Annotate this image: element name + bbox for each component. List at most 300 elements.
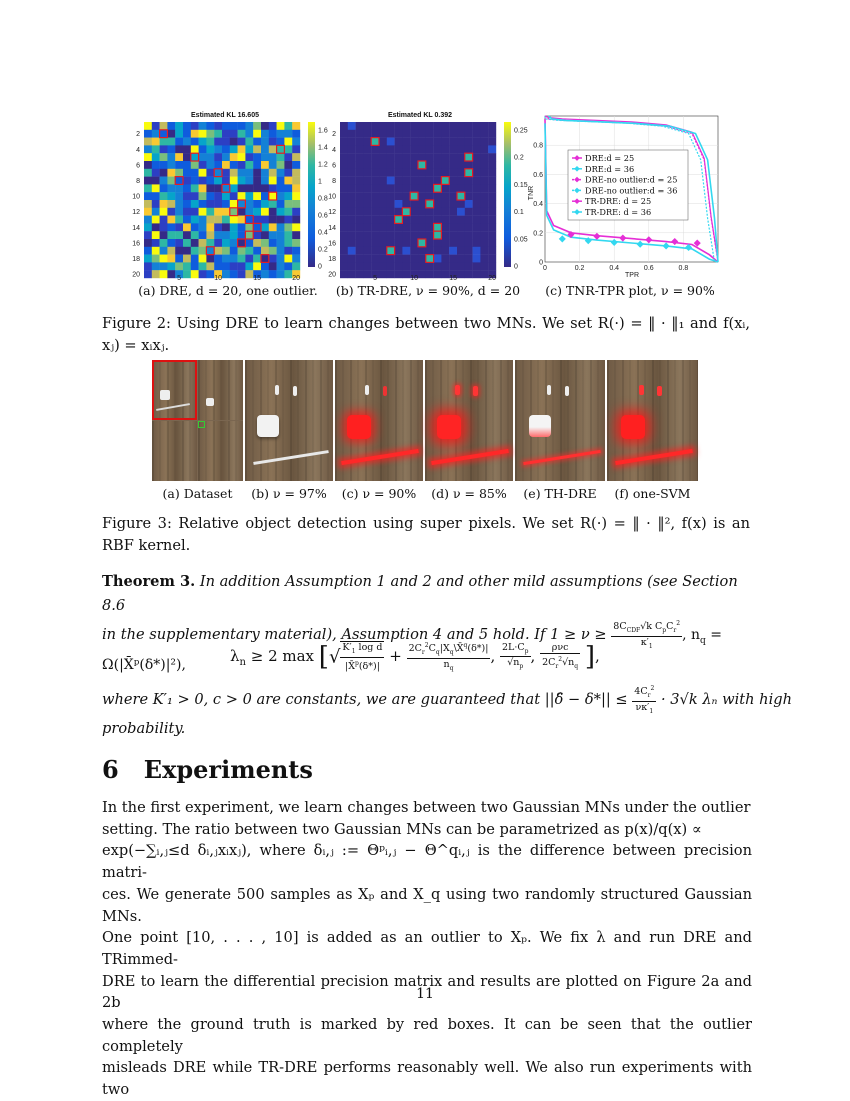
heatmap-cell bbox=[426, 270, 434, 278]
heatmap-cell bbox=[387, 208, 395, 216]
heatmap-cell bbox=[277, 130, 285, 138]
theorem-line-6: probability. bbox=[102, 719, 186, 737]
heatmap-cell bbox=[371, 262, 379, 270]
heatmap-cell bbox=[371, 208, 379, 216]
heatmap-cell bbox=[441, 192, 449, 200]
heatmap-cell bbox=[175, 184, 183, 192]
heatmap-cell bbox=[488, 138, 496, 146]
heatmap-cell bbox=[245, 177, 253, 185]
heatmap-cell bbox=[206, 208, 214, 216]
heatmap-cell bbox=[371, 247, 379, 255]
heatmap-cell bbox=[371, 200, 379, 208]
heatmap-cell bbox=[269, 130, 277, 138]
heatmap-cell bbox=[152, 177, 160, 185]
heatmap-cell bbox=[214, 153, 222, 161]
heatmap-cell bbox=[348, 122, 356, 130]
y-tick-label: 16 bbox=[132, 240, 140, 248]
heatmap-cell bbox=[426, 169, 434, 177]
heatmap-cell bbox=[488, 184, 496, 192]
heatmap-a-yticks bbox=[132, 131, 140, 278]
heatmap-cell bbox=[340, 231, 348, 239]
heatmap-cell bbox=[269, 223, 277, 231]
heatmap-cell bbox=[222, 216, 230, 224]
heatmap-cell bbox=[418, 192, 426, 200]
ground-truth-box bbox=[434, 231, 442, 239]
heatmap-cell bbox=[222, 130, 230, 138]
heatmap-cell bbox=[418, 145, 426, 153]
heatmap-cell bbox=[348, 208, 356, 216]
theorem-line-1: In addition Assumption 1 and 2 and other mild assumptions (see Section 8.6 bbox=[102, 573, 738, 614]
heatmap-cell bbox=[410, 122, 418, 130]
heatmap-cell bbox=[457, 208, 465, 216]
heatmap-cell bbox=[348, 192, 356, 200]
heatmap-cell bbox=[284, 192, 292, 200]
heatmap-cell bbox=[269, 145, 277, 153]
y-tick-label: 0.6 bbox=[533, 171, 543, 179]
heatmap-cell bbox=[214, 216, 222, 224]
heatmap-cell bbox=[363, 216, 371, 224]
heatmap-cell bbox=[206, 161, 214, 169]
heatmap-cell bbox=[167, 161, 175, 169]
heatmap-cell bbox=[152, 184, 160, 192]
heatmap-cell bbox=[348, 262, 356, 270]
heatmap-cell bbox=[277, 184, 285, 192]
heatmap-cell bbox=[465, 184, 473, 192]
fig3-subcaption-a: (a) Dataset bbox=[162, 486, 233, 501]
heatmap-cell bbox=[340, 122, 348, 130]
heatmap-cell bbox=[465, 122, 473, 130]
heatmap-cell bbox=[441, 223, 449, 231]
heatmap-cell bbox=[395, 208, 403, 216]
heatmap-cell bbox=[191, 138, 199, 146]
heatmap-cell bbox=[199, 184, 207, 192]
heatmap-cell bbox=[253, 262, 261, 270]
heatmap-cell bbox=[348, 270, 356, 278]
heatmap-cell bbox=[245, 270, 253, 278]
heatmap-cell bbox=[167, 122, 175, 130]
heatmap-cell bbox=[284, 223, 292, 231]
heatmap-cell bbox=[402, 255, 410, 263]
heatmap-cell bbox=[473, 247, 481, 255]
heatmap-cell bbox=[473, 239, 481, 247]
heatmap-cell bbox=[206, 216, 214, 224]
x-tick-label: 5 bbox=[177, 275, 182, 282]
ground-truth-box bbox=[387, 247, 395, 255]
colorbar-tick: 0.4 bbox=[318, 229, 328, 237]
heatmap-cell bbox=[199, 138, 207, 146]
heatmap-cell bbox=[426, 122, 434, 130]
legend-label: DRE-no outlier:d = 25 bbox=[585, 174, 678, 185]
heatmap-cell bbox=[457, 239, 465, 247]
heatmap-cell bbox=[379, 216, 387, 224]
heatmap-cell bbox=[245, 161, 253, 169]
heatmap-cell bbox=[144, 270, 152, 278]
heatmap-cell bbox=[214, 130, 222, 138]
heatmap-cell bbox=[441, 231, 449, 239]
heatmap-cell bbox=[167, 208, 175, 216]
heatmap-cell bbox=[441, 145, 449, 153]
heatmap-cell bbox=[152, 270, 160, 278]
heatmap-cell bbox=[206, 192, 214, 200]
heatmap-cell bbox=[152, 262, 160, 270]
heatmap-cell bbox=[371, 231, 379, 239]
x-tick-label: 0.2 bbox=[574, 265, 585, 272]
heatmap-cell bbox=[387, 270, 395, 278]
heatmap-cell bbox=[253, 200, 261, 208]
heatmap-cell bbox=[230, 161, 238, 169]
heatmap-cell bbox=[261, 192, 269, 200]
x-tick-label: 15 bbox=[449, 275, 457, 282]
heatmap-cell bbox=[379, 138, 387, 146]
heatmap-cell bbox=[152, 161, 160, 169]
heatmap-cell bbox=[245, 138, 253, 146]
heatmap-cell bbox=[348, 161, 356, 169]
fig3-subcaption-b: (b) ν = 97% bbox=[251, 486, 327, 501]
heatmap-cell bbox=[160, 262, 168, 270]
heatmap-cell bbox=[379, 192, 387, 200]
heatmap-cell bbox=[277, 270, 285, 278]
heatmap-cell bbox=[363, 262, 371, 270]
heatmap-cell bbox=[160, 138, 168, 146]
heatmap-cell bbox=[261, 177, 269, 185]
heatmap-cell bbox=[253, 138, 261, 146]
heatmap-cell bbox=[340, 223, 348, 231]
heatmap-cell bbox=[160, 177, 168, 185]
heatmap-cell bbox=[230, 262, 238, 270]
heatmap-cell bbox=[144, 161, 152, 169]
heatmap-cell bbox=[371, 153, 379, 161]
heatmap-cell bbox=[152, 130, 160, 138]
heatmap-cell bbox=[183, 208, 191, 216]
heatmap-cell bbox=[371, 239, 379, 247]
heatmap-cell bbox=[175, 208, 183, 216]
heatmap-cell bbox=[269, 255, 277, 263]
heatmap-cell bbox=[269, 208, 277, 216]
heatmap-cell bbox=[199, 231, 207, 239]
heatmap-cell bbox=[222, 153, 230, 161]
heatmap-cell bbox=[356, 145, 364, 153]
y-tick-label: 2 bbox=[332, 131, 336, 139]
heatmap-cell bbox=[261, 239, 269, 247]
heatmap-cell bbox=[261, 223, 269, 231]
heatmap-cell bbox=[292, 255, 300, 263]
heatmap-cell bbox=[449, 247, 457, 255]
heatmap-cell bbox=[418, 255, 426, 263]
heatmap-cell bbox=[371, 192, 379, 200]
heatmap-cell bbox=[214, 138, 222, 146]
heatmap-cell bbox=[269, 153, 277, 161]
heatmap-cell bbox=[441, 262, 449, 270]
heatmap-cell bbox=[245, 122, 253, 130]
heatmap-cell bbox=[144, 262, 152, 270]
heatmap-cell bbox=[175, 216, 183, 224]
heatmap-cell bbox=[480, 270, 488, 278]
heatmap-cell bbox=[152, 223, 160, 231]
heatmap-cell bbox=[191, 270, 199, 278]
heatmap-cell bbox=[410, 153, 418, 161]
colorbar-tick: 1.6 bbox=[318, 127, 328, 135]
heatmap-cell bbox=[395, 138, 403, 146]
heatmap-cell bbox=[144, 169, 152, 177]
heatmap-cell bbox=[387, 262, 395, 270]
heatmap-cell bbox=[441, 247, 449, 255]
heatmap-cell bbox=[426, 130, 434, 138]
heatmap-cell bbox=[356, 255, 364, 263]
heatmap-cell bbox=[238, 138, 246, 146]
heatmap-cell bbox=[191, 239, 199, 247]
paragraph-line-1: In the first experiment, we learn changes between two Gaussian MNs under the outlier bbox=[102, 799, 751, 816]
heatmap-cell bbox=[387, 200, 395, 208]
x-tick-label: 20 bbox=[488, 275, 496, 282]
heatmap-cell bbox=[387, 192, 395, 200]
heatmap-cell bbox=[379, 208, 387, 216]
ground-truth-box bbox=[465, 169, 473, 177]
heatmap-cell bbox=[167, 153, 175, 161]
heatmap-cell bbox=[371, 122, 379, 130]
fig2-subcaption-b: (b) TR-DRE, ν = 90%, d = 20 bbox=[335, 283, 521, 298]
heatmap-cell bbox=[348, 153, 356, 161]
heatmap-cell bbox=[191, 200, 199, 208]
heatmap-cell bbox=[348, 223, 356, 231]
heatmap-cell bbox=[152, 231, 160, 239]
heatmap-cell bbox=[402, 247, 410, 255]
heatmap-cell bbox=[480, 247, 488, 255]
ground-truth-box bbox=[434, 223, 442, 231]
heatmap-cell bbox=[402, 122, 410, 130]
heatmap-cell bbox=[348, 247, 356, 255]
colorbar-tick: 0.25 bbox=[514, 127, 528, 135]
heatmap-cell bbox=[199, 192, 207, 200]
heatmap-cell bbox=[167, 169, 175, 177]
heatmap-cell bbox=[230, 153, 238, 161]
heatmap-cell bbox=[277, 231, 285, 239]
heatmap-cell bbox=[222, 138, 230, 146]
heatmap-cell bbox=[206, 122, 214, 130]
heatmap-cell bbox=[465, 177, 473, 185]
heatmap-cell bbox=[284, 270, 292, 278]
heatmap-cell bbox=[473, 184, 481, 192]
heatmap-cell bbox=[465, 161, 473, 169]
heatmap-cell bbox=[230, 231, 238, 239]
heatmap-cell bbox=[245, 145, 253, 153]
heatmap-cell bbox=[449, 145, 457, 153]
heatmap-cell bbox=[402, 231, 410, 239]
heatmap-cell bbox=[402, 138, 410, 146]
heatmap-cell bbox=[261, 255, 269, 263]
heatmap-cell bbox=[284, 247, 292, 255]
heatmap-cell bbox=[426, 192, 434, 200]
heatmap-cell bbox=[371, 169, 379, 177]
colorbar-tick: 0.6 bbox=[318, 212, 328, 220]
heatmap-cell bbox=[363, 239, 371, 247]
heatmap-cell bbox=[480, 177, 488, 185]
heatmap-cell bbox=[144, 177, 152, 185]
heatmap-cell bbox=[253, 216, 261, 224]
legend-label: DRE:d = 36 bbox=[585, 163, 635, 174]
heatmap-cell bbox=[488, 122, 496, 130]
heatmap-cell bbox=[441, 216, 449, 224]
heatmap-cell bbox=[488, 231, 496, 239]
heatmap-cell bbox=[214, 255, 222, 263]
heatmap-cell bbox=[191, 247, 199, 255]
heatmap-cell bbox=[340, 177, 348, 185]
heatmap-cell bbox=[191, 161, 199, 169]
heatmap-cell bbox=[356, 169, 364, 177]
heatmap-cell bbox=[175, 239, 183, 247]
theorem-label: Theorem 3. bbox=[102, 573, 196, 590]
y-tick-label: 16 bbox=[328, 240, 336, 248]
heatmap-cell bbox=[402, 223, 410, 231]
heatmap-cell bbox=[253, 169, 261, 177]
heatmap-cell bbox=[175, 122, 183, 130]
colorbar-tick: 1.2 bbox=[318, 161, 328, 169]
heatmap-cell bbox=[292, 192, 300, 200]
heatmap-cell bbox=[144, 145, 152, 153]
heatmap-cell bbox=[261, 208, 269, 216]
heatmap-cell bbox=[269, 169, 277, 177]
heatmap-cell bbox=[371, 216, 379, 224]
heatmap-cell bbox=[465, 255, 473, 263]
heatmap-cell bbox=[356, 138, 364, 146]
heatmap-cell bbox=[363, 208, 371, 216]
heatmap-cell bbox=[238, 216, 246, 224]
heatmap-cell bbox=[269, 200, 277, 208]
heatmap-cell bbox=[230, 145, 238, 153]
heatmap-cell bbox=[426, 223, 434, 231]
heatmap-cell bbox=[402, 239, 410, 247]
heatmap-cell bbox=[152, 138, 160, 146]
heatmap-cell bbox=[183, 122, 191, 130]
heatmap-cell bbox=[269, 262, 277, 270]
heatmap-cell bbox=[253, 122, 261, 130]
ground-truth-box bbox=[441, 177, 449, 185]
heatmap-cell bbox=[230, 255, 238, 263]
heatmap-cell bbox=[222, 270, 230, 278]
heatmap-cell bbox=[238, 208, 246, 216]
heatmap-cell bbox=[480, 223, 488, 231]
heatmap-cell bbox=[191, 223, 199, 231]
heatmap-cell bbox=[395, 130, 403, 138]
heatmap-cell bbox=[152, 192, 160, 200]
y-tick-label: 12 bbox=[328, 209, 336, 217]
heatmap-cell bbox=[261, 231, 269, 239]
section-heading bbox=[102, 755, 313, 784]
heatmap-cell bbox=[144, 138, 152, 146]
heatmap-cell bbox=[245, 130, 253, 138]
heatmap-cell bbox=[434, 200, 442, 208]
heatmap-cell bbox=[340, 153, 348, 161]
heatmap-cell bbox=[144, 239, 152, 247]
heatmap-cell bbox=[199, 130, 207, 138]
heatmap-cell bbox=[175, 223, 183, 231]
heatmap-cell bbox=[167, 145, 175, 153]
ground-truth-box bbox=[465, 153, 473, 161]
heatmap-cell bbox=[183, 184, 191, 192]
y-tick-label: 14 bbox=[328, 224, 336, 232]
heatmap-cell bbox=[356, 200, 364, 208]
heatmap-cell bbox=[457, 138, 465, 146]
heatmap-cell bbox=[253, 161, 261, 169]
heatmap-cell bbox=[340, 184, 348, 192]
heatmap-cell bbox=[449, 208, 457, 216]
heatmap-cell bbox=[191, 262, 199, 270]
heatmap-cell bbox=[473, 270, 481, 278]
heatmap-cell bbox=[480, 231, 488, 239]
heatmap-cell bbox=[395, 200, 403, 208]
heatmap-cell bbox=[418, 270, 426, 278]
heatmap-cell bbox=[245, 247, 253, 255]
heatmap-cell bbox=[292, 169, 300, 177]
heatmap-cell bbox=[183, 161, 191, 169]
heatmap-cell bbox=[152, 208, 160, 216]
heatmap-cell bbox=[410, 208, 418, 216]
heatmap-cell bbox=[457, 169, 465, 177]
heatmap-cell bbox=[340, 130, 348, 138]
heatmap-cell bbox=[356, 208, 364, 216]
heatmap-cell bbox=[214, 184, 222, 192]
heatmap-cell bbox=[449, 130, 457, 138]
heatmap-cell bbox=[356, 231, 364, 239]
heatmap-cell bbox=[230, 177, 238, 185]
heatmap-cell bbox=[277, 138, 285, 146]
x-tick-label: 10 bbox=[410, 275, 418, 282]
heatmap-cell bbox=[348, 200, 356, 208]
heatmap-cell bbox=[253, 130, 261, 138]
heatmap-cell bbox=[379, 200, 387, 208]
heatmap-cell bbox=[340, 216, 348, 224]
heatmap-cell bbox=[410, 130, 418, 138]
heatmap-cell bbox=[152, 153, 160, 161]
heatmap-cell bbox=[457, 223, 465, 231]
heatmap-cell bbox=[269, 239, 277, 247]
heatmap-cell bbox=[434, 216, 442, 224]
tnr-tpr-plot bbox=[528, 110, 728, 280]
heatmap-cell bbox=[457, 262, 465, 270]
fig3-image-nu-85 bbox=[425, 360, 513, 481]
legend-label: TR-DRE: d = 36 bbox=[585, 207, 652, 217]
paragraph-line-5: One point [10, . . . , 10] is added as an outlier to Xₚ. We fix λ and run DRE and TRimmed- bbox=[102, 929, 752, 968]
paragraph-line-4: ces. We generate 500 samples as Xₚ and X_q using two randomly structured Gaussian MNs. bbox=[102, 885, 752, 925]
heatmap-cell bbox=[473, 208, 481, 216]
heatmap-cell bbox=[488, 192, 496, 200]
heatmap-cell bbox=[434, 153, 442, 161]
heatmap-cell bbox=[206, 177, 214, 185]
heatmap-cell bbox=[199, 270, 207, 278]
heatmap-cell bbox=[418, 200, 426, 208]
x-tick-label: 0.8 bbox=[678, 265, 689, 272]
heatmap-cell bbox=[363, 192, 371, 200]
heatmap-cell bbox=[253, 247, 261, 255]
heatmap-cell bbox=[284, 216, 292, 224]
heatmap-cell bbox=[284, 184, 292, 192]
heatmap-cell bbox=[167, 247, 175, 255]
heatmap-cell bbox=[183, 192, 191, 200]
heatmap-cell bbox=[363, 177, 371, 185]
heatmap-cell bbox=[465, 192, 473, 200]
heatmap-cell bbox=[363, 153, 371, 161]
heatmap-cell bbox=[261, 184, 269, 192]
heatmap-cell bbox=[277, 223, 285, 231]
heatmap-cell bbox=[292, 122, 300, 130]
heatmap-cell bbox=[230, 122, 238, 130]
nu-bound-fraction: $\frac{8C_{CDF}√k C_pC_r^2}{\kappa'_1}$ bbox=[613, 620, 681, 650]
theorem-line-3: Ω(|X̄ᵖ(δ*)|²), bbox=[102, 656, 186, 673]
legend-label: DRE-no outlier:d = 36 bbox=[585, 185, 678, 196]
heatmap-cell bbox=[191, 177, 199, 185]
heatmap-cell bbox=[222, 161, 230, 169]
heatmap-cell bbox=[261, 247, 269, 255]
heatmap-cell bbox=[292, 161, 300, 169]
